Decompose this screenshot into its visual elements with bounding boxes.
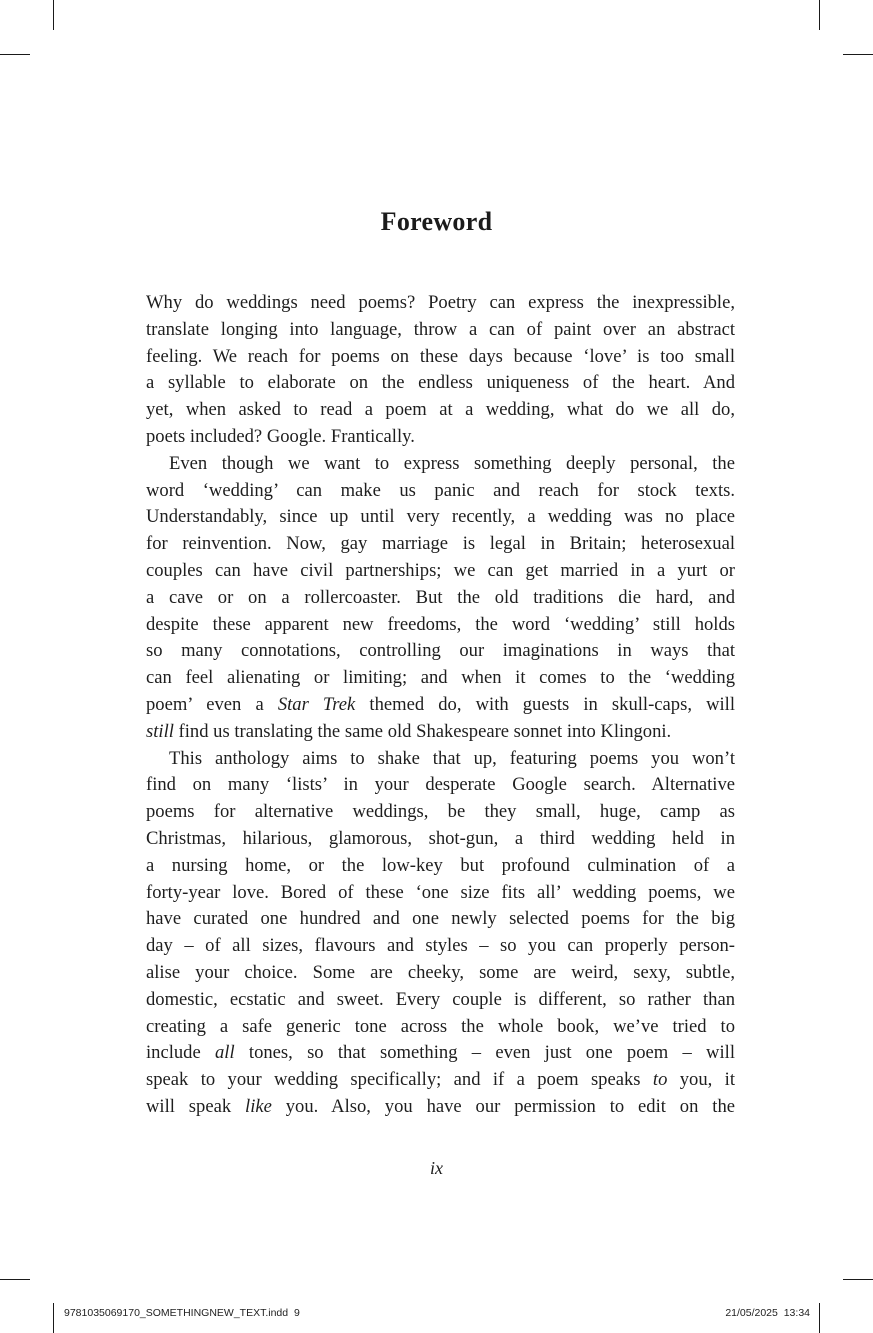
text-line xyxy=(146,987,735,1014)
text-run: translate longing into language, throw a can of paint over an abstract xyxy=(146,318,735,340)
text-run: you. Also, you have our permission to edit on the xyxy=(271,1095,735,1117)
text-run: speak to your wedding specifically; and if a poem speaks xyxy=(146,1069,653,1091)
text-line xyxy=(146,799,735,826)
slug-timestamp xyxy=(725,1307,810,1319)
text-run: can feel alienating or limiting; and when it comes to the ‘wedding xyxy=(146,667,735,689)
text-line xyxy=(146,478,735,505)
text-line xyxy=(146,1067,735,1094)
slug-file: 9781035069170_SOMETHINGNEW_TEXT.indd xyxy=(64,1307,289,1319)
text-line xyxy=(146,960,735,987)
text-run: alise your choice. Some are cheeky, some are weird, sexy, subtle, xyxy=(146,961,735,983)
crop-mark-top-right-vertical xyxy=(819,0,820,30)
text-line xyxy=(146,933,735,960)
crop-mark-top-left-horizontal xyxy=(0,54,30,55)
text-line xyxy=(146,290,735,317)
text-run: Even though we want to express something deeply personal, the xyxy=(169,452,735,474)
text-line xyxy=(146,451,735,478)
text-line xyxy=(146,746,735,773)
text-line xyxy=(146,585,735,612)
text-line xyxy=(146,719,735,746)
text-run: yet, when asked to read a poem at a wedding, what do we all do, xyxy=(146,399,735,421)
text-line xyxy=(146,692,735,719)
text-run: forty-year love. Bored of these ‘one size fits all’ wedding poems, we xyxy=(146,881,735,903)
text-run: you, it xyxy=(667,1069,736,1091)
italic-text: still xyxy=(146,720,174,742)
text-run: a cave or on a rollercoaster. But the old traditions die hard, and xyxy=(146,586,735,608)
text-run: This anthology aims to shake that up, featuring poems you won’t xyxy=(169,747,735,769)
text-line xyxy=(146,1040,735,1067)
chapter-title: Foreword xyxy=(380,207,493,236)
text-run: a nursing home, or the low-key but profound culmination of a xyxy=(146,854,735,876)
crop-mark-top-left-vertical xyxy=(53,0,54,30)
text-line xyxy=(146,772,735,799)
text-run: poets included? Google. Frantically. xyxy=(146,425,415,447)
paragraph xyxy=(146,451,735,746)
crop-mark-bottom-right-horizontal xyxy=(843,1279,873,1280)
text-line xyxy=(146,826,735,853)
slug-filename xyxy=(64,1307,300,1319)
text-run: include xyxy=(146,1042,215,1064)
italic-text: all xyxy=(215,1042,235,1064)
crop-mark-top-right-horizontal xyxy=(843,54,873,55)
slug-date: 21/05/2025 xyxy=(725,1307,778,1319)
page-number: ix xyxy=(430,1158,443,1178)
text-run: domestic, ecstatic and sweet. Every couple is different, so rather than xyxy=(146,988,735,1010)
text-run: so many connotations, controlling our imaginations in ways that xyxy=(146,640,735,662)
text-line xyxy=(146,558,735,585)
italic-text: to xyxy=(652,1069,668,1091)
text-run: despite these apparent new freedoms, the word ‘wedding’ still holds xyxy=(146,613,735,635)
text-run: word ‘wedding’ can make us panic and reach for stock texts. xyxy=(146,479,735,501)
text-line xyxy=(146,638,735,665)
text-run: Understandably, since up until very recently, a wedding was no place xyxy=(146,506,735,528)
text-run: Christmas, hilarious, glamorous, shot-gun, a third wedding held in xyxy=(146,827,735,849)
text-run: find on many ‘lists’ in your desperate Google search. Alternative xyxy=(146,774,735,796)
text-run: day – of all sizes, flavours and styles – so you can properly person- xyxy=(146,935,735,957)
text-run: creating a safe generic tone across the whole book, we’ve tried to xyxy=(146,1015,735,1037)
text-line xyxy=(146,370,735,397)
foreword-body xyxy=(146,290,735,1121)
text-run: themed do, with guests in skull-caps, will xyxy=(355,693,736,715)
crop-mark-bottom-right-vertical xyxy=(819,1303,820,1333)
text-line xyxy=(146,424,735,451)
text-run: poem’ even a xyxy=(146,693,278,715)
text-run: will speak xyxy=(146,1095,246,1117)
text-run: tones, so that something – even just one poem – will xyxy=(234,1042,735,1064)
text-line xyxy=(146,344,735,371)
text-line xyxy=(146,665,735,692)
text-line xyxy=(146,317,735,344)
text-run: poems for alternative weddings, be they small, huge, camp as xyxy=(146,801,735,823)
text-line xyxy=(146,397,735,424)
paragraph xyxy=(146,290,735,451)
text-run: a syllable to elaborate on the endless uniqueness of the heart. And xyxy=(146,372,735,394)
crop-mark-bottom-left-horizontal xyxy=(0,1279,30,1280)
text-run: have curated one hundred and one newly selected poems for the big xyxy=(146,908,735,930)
text-line xyxy=(146,1094,735,1121)
italic-text: Star Trek xyxy=(277,693,356,715)
text-line xyxy=(146,1014,735,1041)
crop-mark-bottom-left-vertical xyxy=(53,1303,54,1333)
text-run: for reinvention. Now, gay marriage is legal in Britain; heterosexual xyxy=(146,533,735,555)
text-line xyxy=(146,853,735,880)
text-run: feeling. We reach for poems on these days because ‘love’ is too small xyxy=(146,345,735,367)
text-line xyxy=(146,612,735,639)
italic-text: like xyxy=(245,1095,272,1117)
text-run: find us translating the same old Shakespeare sonnet into Klingoni. xyxy=(173,720,672,742)
text-run: couples can have civil partnerships; we can get married in a yurt or xyxy=(146,559,735,581)
text-line xyxy=(146,880,735,907)
text-line xyxy=(146,906,735,933)
text-line xyxy=(146,504,735,531)
paragraph xyxy=(146,746,735,1121)
text-run: Why do weddings need poems? Poetry can express the inexpressible, xyxy=(146,292,735,313)
text-line xyxy=(146,531,735,558)
slug-page: 9 xyxy=(293,1307,300,1319)
slug-time: 13:34 xyxy=(783,1307,810,1319)
